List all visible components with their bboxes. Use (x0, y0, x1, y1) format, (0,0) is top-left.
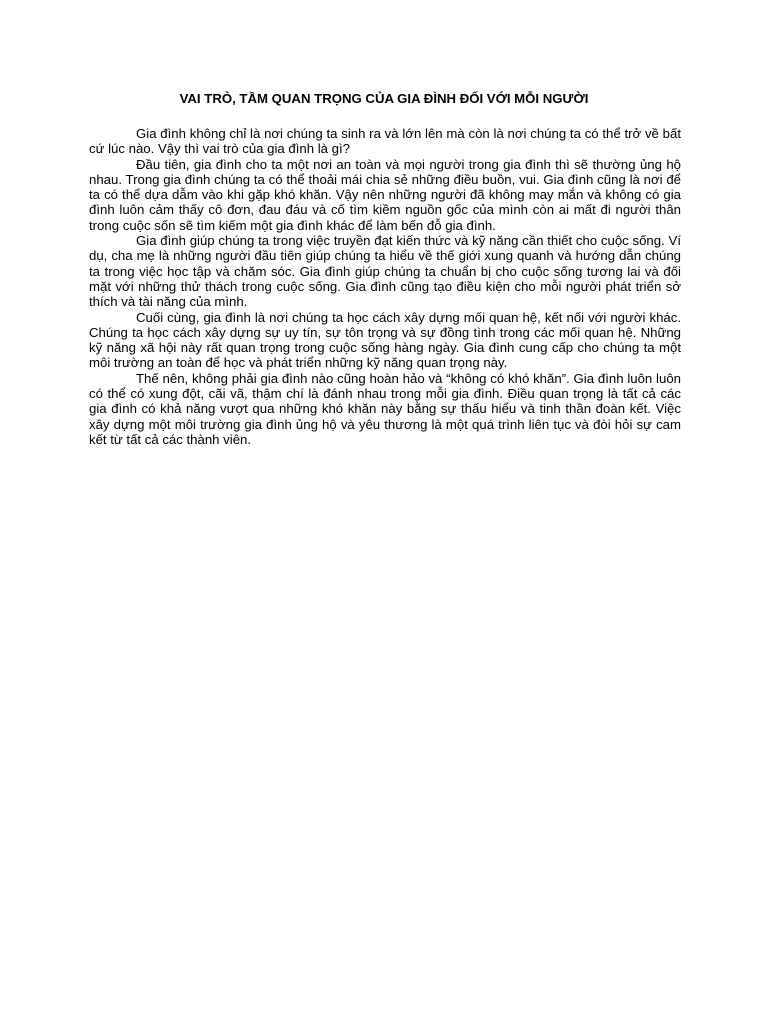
paragraph-first: Đầu tiên, gia đình cho ta một nơi an toàn và mọi người trong gia đình thì sẽ thường ủng hộ nhau. Trong gia đình chúng ta có thể thoải mái chia sẻ những điều buồn, vui. Gia đình cũng là nơi để ta có thể dựa dẫm vào khi gặp khó khăn. Vậy nên những người đã không may mắn và không có gia đình luôn cảm thấy cô đơn, đau đáu và cố tìm kiềm nguồn gốc của mình còn ai mất đi người thân trong cuộc sốn sẽ tìm kiếm một gia đình khác để làm bến đỗ gia đình. (89, 156, 681, 233)
paragraph-last: Cuối cùng, gia đình là nơi chúng ta học cách xây dựng mối quan hệ, kết nối với người khác. Chúng ta học cách xây dựng sự uy tín, sự tôn trọng và sự đồng tình trong các mối quan hệ. Những kỹ năng xã hội này rất quan trọng trong cuộc sống hàng ngày. Gia đình cung cấp cho chúng ta một môi trường an toàn để học và phát triển những kỹ năng quan trọng này. (89, 309, 681, 371)
document-title: VAI TRÒ, TẦM QUAN TRỌNG CỦA GIA ĐÌNH ĐỐI VỚI MỖI NGƯỜI (179, 91, 589, 106)
paragraph-conclusion: Thế nên, không phải gia đình nào cũng hoàn hảo và “không có khó khăn”. Gia đình luôn luôn có thể có xung đột, cãi vã, thậm chí là đánh nhau trong mỗi gia đình. Điều quan trọng là tất cả các gia đình có khả năng vượt qua những khó khăn này bằng sự thấu hiểu và tinh thần đoàn kết. Việc xây dựng một môi trường gia đình ủng hộ và yêu thương là một quá trình liên tục và đòi hỏi sự cam kết từ tất cả các thành viên. (89, 370, 681, 447)
paragraph-intro: Gia đình không chỉ là nơi chúng ta sinh ra và lớn lên mà còn là nơi chúng ta có thể trở về bất cứ lúc nào. Vậy thì vai trò của gia đình là gì? (89, 126, 681, 157)
paragraph-second: Gia đình giúp chúng ta trong việc truyền đạt kiến thức và kỹ năng cần thiết cho cuộc sống. Ví dụ, cha mẹ là những người đầu tiên giúp chúng ta hiểu về thế giới xung quanh và hướng dẫn chúng ta trong việc học tập và chăm sóc. Gia đình giúp chúng ta chuẩn bị cho cuộc sống tương lai và đối mặt với những thử thách trong cuộc sống. Gia đình cũng tạo điều kiện cho mỗi người phát triển sở thích và tài năng của mình. (89, 233, 681, 310)
document-body (89, 126, 681, 447)
